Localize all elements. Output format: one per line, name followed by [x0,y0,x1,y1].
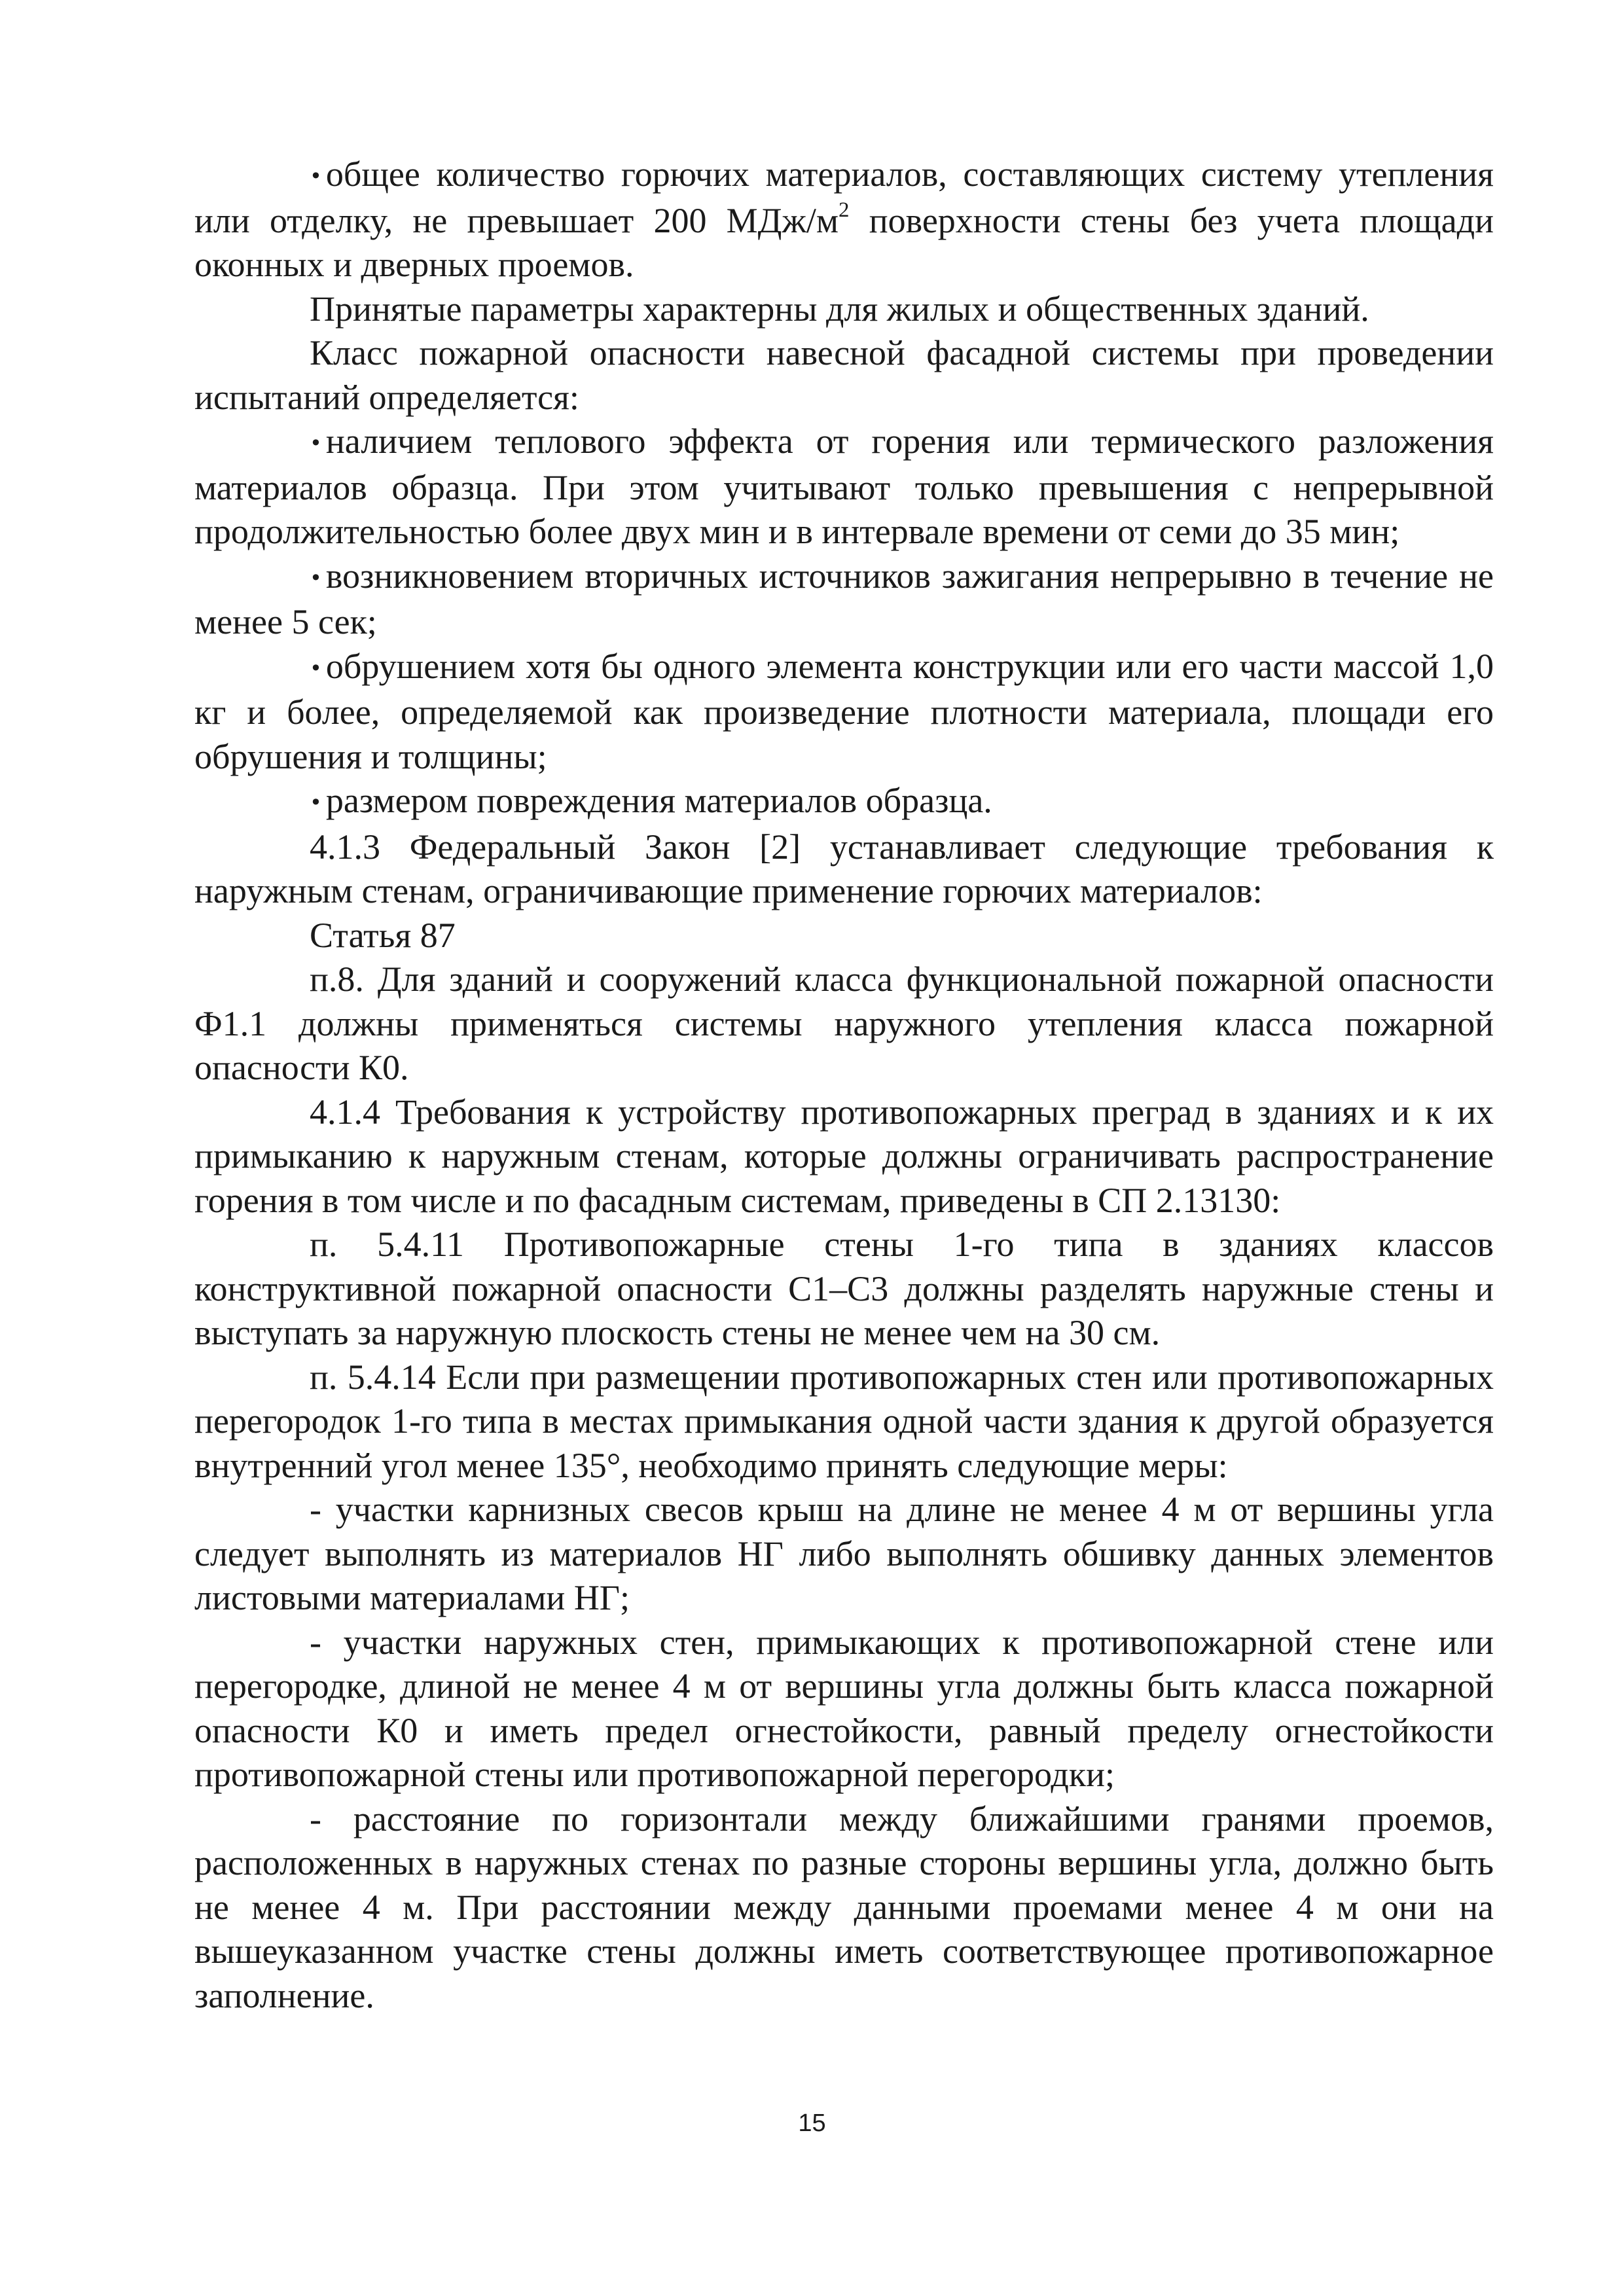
bullet-icon: • [310,164,322,188]
document-body [194,152,1494,2018]
dash-list-item: - расстояние по горизонтали между ближайшими гранями проемов, расположенных в наружных стенах по разные стороны вершины угла, должно быть не менее 4 м. При расстоянии между данными проемами менее 4 м они на вышеуказанном участке стены должны иметь соответствующее противопожарное заполнение. [194,1799,1494,2015]
bullet-icon: • [310,565,322,590]
bullet-icon: • [310,790,322,815]
paragraph: 4.1.3 Федеральный Закон [2] устанавливает следующие требования к наружным стенам, ограничивающие применение горючих материалов: [194,827,1494,910]
superscript: 2 [839,198,850,222]
paragraph-text: общее количество горючих материалов, составляющих систему утепления или отделку, не превышает 200 МДж/м [194,154,1494,240]
paragraph: п. 5.4.11 Противопожарные стены 1-го типа в зданиях классов конструктивной пожарной опасности С1–С3 должны разделять наружные стены и выступать за наружную плоскость стены не менее чем на 30 см. [194,1225,1494,1352]
paragraph: п. 5.4.14 Если при размещении противопожарных стен или противопожарных перегородок 1-го типа в местах примыкания одной части здания к другой образуется внутренний угол менее 135°, необходимо принять следующие меры: [194,1357,1494,1485]
bullet-icon: • [310,431,322,456]
bullet-paragraph [194,152,1494,287]
bullet-paragraph [194,645,1494,780]
bullet-paragraph [194,554,1494,645]
article-heading: Статья 87 [310,915,456,955]
dash-list-item: - участки карнизных свесов крыш на длине не менее 4 м от вершины угла следует выполнять из материалов НГ либо выполнять обшивку данных элементов листовыми материалами НГ; [194,1490,1494,1617]
paragraph-text: наличием теплового эффекта от горения или термического разложения материалов образца. При этом учитывают только превышения с непрерывной продолжительностью более двух мин и в интервале времени от семи до 35 мин; [194,422,1494,551]
paragraph-text: обрушением хотя бы одного элемента конструкции или его части массой 1,0 кг и более, определяемой как произведение плотности материала, площади его обрушения и толщины; [194,646,1494,776]
paragraph: 4.1.4 Требования к устройству противопожарных преград в зданиях и к их примыканию к наружным стенам, которые должны ограничивать распространение горения в том числе и по фасадным системам, приведены в СП 2.13130: [194,1092,1494,1220]
paragraph-text: возникновением вторичных источников зажигания непрерывно в течение не менее 5 сек; [194,556,1494,641]
bullet-paragraph [194,420,1494,554]
dash-list-item: - участки наружных стен, примыкающих к противопожарной стене или перегородке, длиной не менее 4 м от вершины угла должны быть класса пожарной опасности К0 и иметь предел огнестойкости, равный пределу огнестойкости противопожарной стены или противопожарной перегородки; [194,1622,1494,1794]
paragraph-text-tail: поверхности стены без учета площади оконных и дверных проемов. [194,200,1494,284]
bullet-paragraph [194,779,1494,825]
page-number: 15 [798,2109,826,2137]
paragraph-text: размером повреждения материалов образца. [325,781,992,820]
paragraph: Принятые параметры характерны для жилых и общественных зданий. [310,289,1369,329]
paragraph: п.8. Для зданий и сооружений класса функциональной пожарной опасности Ф1.1 должны применяться системы наружного утепления класса пожарной опасности К0. [194,960,1494,1087]
bullet-icon: • [310,655,322,681]
paragraph: Класс пожарной опасности навесной фасадной системы при проведении испытаний определяется: [194,333,1494,417]
